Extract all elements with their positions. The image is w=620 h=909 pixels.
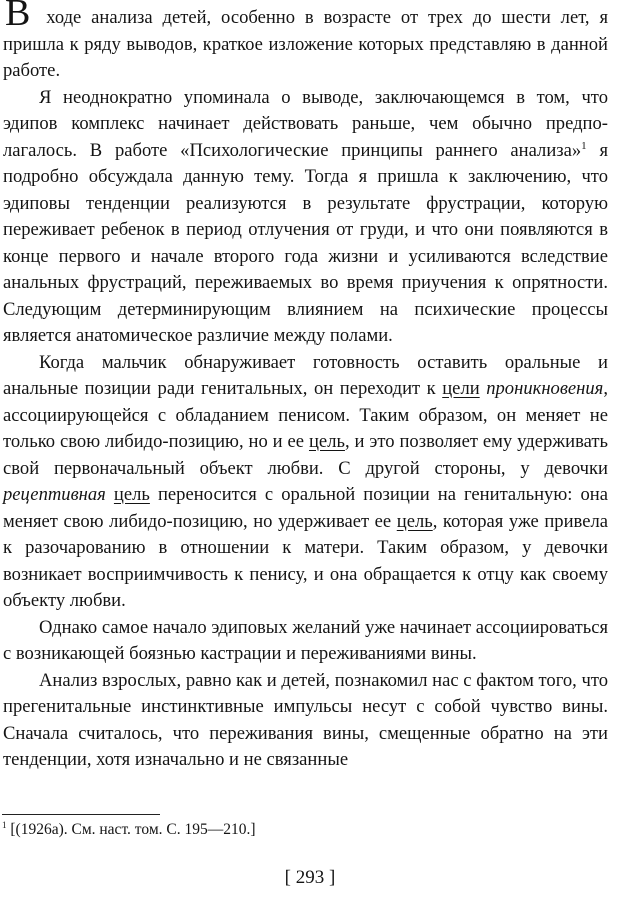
paragraph-3-text-4: , и это позволяет ему удерживать свой первоначальный объект любви. С другой стороны, у девочки: [3, 431, 608, 479]
underlined-word: цель: [308, 431, 345, 452]
paragraph-5-text: Анализ взрослых, равно как и детей, познакомил нас с фактом того, что прегенитальные инстинктивные импульсы несут с собой чувство вины. Сначала считалось, что переживания вины, смещенные обратно на эти тенденции, хотя изначально и не связанные: [3, 669, 608, 770]
paragraph-3: [3, 350, 608, 615]
paragraph-3-text-3: , ассоциирующейся с обладанием пенисом. Таким образом, он меняет не только свою либидо-позицию, но и ее: [3, 378, 608, 452]
footnote: [2, 820, 256, 840]
paragraph-4: [3, 615, 608, 668]
footnote-text: [(1926a). См. наст. том. С. 195—210.]: [10, 821, 256, 838]
italic-term: рецептивная: [3, 484, 106, 505]
page-number: [ 293 ]: [284, 867, 336, 888]
paragraph-2: [3, 85, 608, 350]
paragraph-1-text: ходе анализа детей, особенно в возрасте от трех до шести лет, я пришла к ряду выводов, краткое изложение которых представляю в данной работе.: [3, 7, 608, 81]
paragraph-3-text-1: Когда мальчик обнаруживает готовность оставить оральные и анальные позиции ради генитальных, он переходит к: [3, 351, 608, 399]
drop-cap: В: [5, 0, 31, 34]
paragraph-2-text-b: я подробно обсуждала данную тему. Тогда я пришла к заключению, что эдиповы тенденции реализуются в результате фрустрации, которую переживает ребенок в период отлучения от груди, и что они появляются в конце первого и начале второго года жизни и усиливаются вследствие анальных фрустраций, переживаемых во время приучения к опрятности. Следующим детерминирующим влиянием на психические процессы является анатомическое различие между полами.: [3, 139, 608, 346]
footnote-marker: 1: [2, 819, 7, 830]
paragraph-1: [3, 0, 608, 85]
paragraph-3-text-6: переносится с оральной позиции на генитальную: она меняет свою либидо-позицию, но удерживает ее: [3, 484, 608, 532]
body-text: [3, 0, 608, 774]
underlined-word: цель: [113, 484, 150, 505]
paragraph-3-text-7: , которая уже привела к разочарованию в отношении к матери. Таким образом, у девочки возникает восприимчивость к пенису, и она обращается к отцу как своему объекту любви.: [3, 510, 609, 611]
paragraph-3-text-5: [106, 484, 114, 505]
footnote-reference[interactable]: 1: [581, 139, 587, 152]
paragraph-5: [3, 668, 608, 774]
underlined-word: цели: [442, 378, 480, 399]
paragraph-4-text: Однако самое начало эдиповых желаний уже начинает ассоциироваться с возникающей боязнью кастрации и переживаниями вины.: [3, 616, 608, 664]
underlined-word: цель: [396, 510, 433, 532]
italic-term: проникновения: [486, 378, 604, 399]
paragraph-2-text-a: Я неоднократно упоминала о выводе, заключающемся в том, что эдипов комплекс начинает действовать раньше, чем обычно предполагалось. В работе «Психологические принципы раннего анализа»: [3, 86, 608, 161]
footnote-divider: [2, 814, 160, 815]
